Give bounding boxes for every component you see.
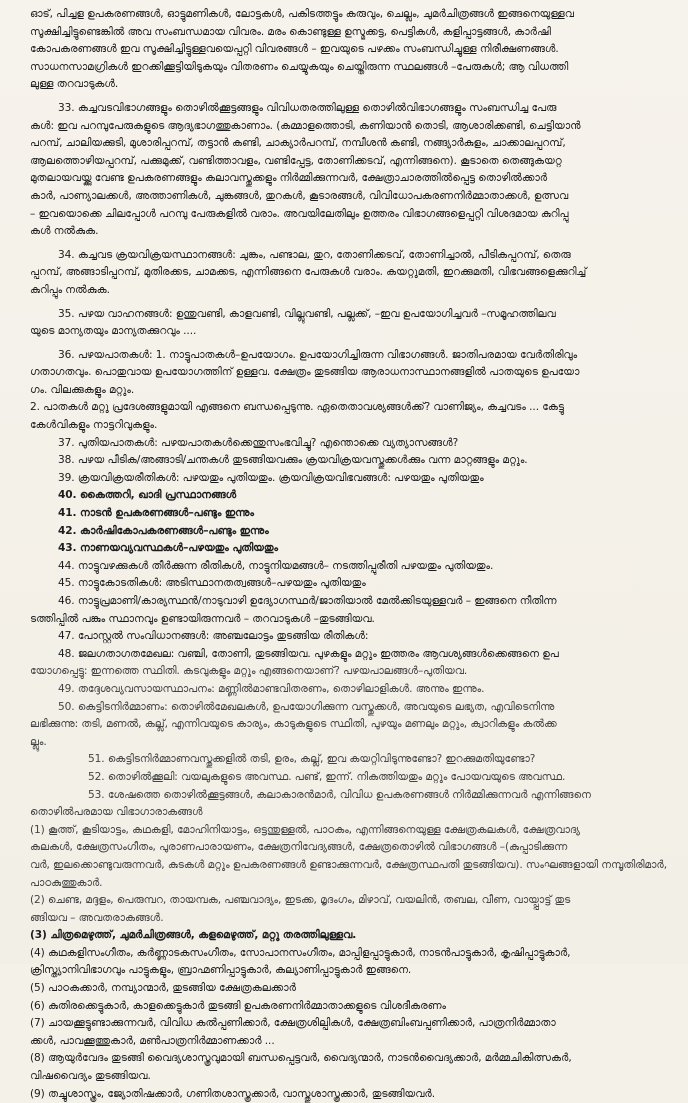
- text-line: കൾ നൽകുക.: [30, 225, 99, 238]
- text-line: (2) ചെണ്ട, മദ്ദളം, പെരുമ്പറ, തായമ്പക, പഞ്ചവാദ്യം, ഇടക്ക, മൃദംഗം, മിഴാവ്, വയലിൻ, തബല, വീണ, വായ്പ്പാട്ട് തുട: [30, 894, 571, 907]
- text-line: (9) തച്ചുശാസ്ത്രം, ജ്യോതിഷക്കാർ, ഗണിതശാസ്ത്രക്കാർ, വാസ്തുശാസ്ത്രക്കാർ, തുടങ്ങിയവർ.: [30, 1087, 435, 1100]
- text-line: കൾ: ഇവ പറമ്പുപേരുകളുടെ ആദ്യഭാഗത്തുകാണാം. (കമ്മാളത്തൊടി, കണിയാൻ തൊടി, ആശാരിക്കണ്ടി, ചെട്ടിയാൻ: [30, 119, 581, 132]
- text-line: 47. പോസ്റ്റൽ സംവിധാനങ്ങൾ: അഞ്ചലോട്ടം തുടങ്ങിയ രീതികൾ:: [58, 630, 369, 643]
- text-line: വിഷവൈദ്യം തുടങ്ങിയവ.: [30, 1070, 151, 1083]
- text-line: സൂക്ഷിച്ചിട്ടുണ്ടെങ്കിൽ അവ സംബന്ധമായ വിവരം. മരം കൊണ്ടുള്ള ഉസ്മക്കട്ട, പെട്ടികൾ, കളിപ്പാട്ടങ്ങൾ, കാർഷി: [30, 25, 551, 38]
- text-line: യോഗപ്പെട്ടു: ഇന്നത്തെ സ്ഥിതി. കടവുകളും മറ്റും എങ്ങനെയാണ്? പഴയപാലങ്ങൾ–പുതിയവ.: [30, 665, 468, 678]
- text-line: ല്ലും.: [30, 735, 47, 748]
- text-line: ഓട്, പിച്ചള ഉപകരണങ്ങൾ, ഓട്ടുമണികൾ, ലോട്ടകൾ, പകിടത്തട്ടും കരുവും, ചെല്ലം, ചുമർചിത്രങ്ങൾ ഇങ്ങനെയുള്ളവ: [30, 8, 574, 20]
- text-line: ഗതാഗതവും. പൊതുവായ ഉപയോഗത്തിന് ഉള്ളവ. ക്ഷേത്രം തുടങ്ങിയ ആരാധനാസ്ഥാനങ്ങളിൽ പാതയുടെ ഉപയോ: [30, 366, 580, 379]
- text-line: 46. നാട്ടുപ്രമാണി/കാര്യസ്ഥൻ/നാടുവാഴി ഉദ്യോഗസ്ഥർ/ജാതിയാൽ മേൽക്കിടയുള്ളവർ – ഇങ്ങനെ നീതിന്ന: [58, 595, 557, 607]
- text-line: ക്കൾ, പാവക്കൂത്തുകാർ, മൺപാത്രനിർമ്മാണക്കാർ ...: [30, 1034, 275, 1047]
- text-line: (1) കൂത്ത്, കൂടിയാട്ടം, കഥകളി, മോഹിനിയാട്ടം, ഒട്ടന്തുള്ളൽ, പാഠകം, എന്നിങ്ങനെയുള്ള ക്ഷേത്രകലകൾ, ക്ഷേത്രവാദ്യ: [30, 823, 580, 836]
- text-line: ക്രിസ്ത്യാനിവിഭാഗവും പാട്ടുകളും, ബ്രാഹ്മണിപ്പാട്ടുകാർ, കല്യാണിപ്പാട്ടുകാർ ഇങ്ങനെ.: [30, 964, 412, 977]
- text-line: 40. കൈത്തറി, ഖാദി പ്രസ്ഥാനങ്ങൾ: [58, 489, 237, 502]
- text-line: പാഠകുത്തുകാർ.: [30, 876, 103, 889]
- text-line: ഗം. വിലക്കുകളും മറ്റും.: [30, 383, 135, 396]
- text-line: കോപകരണങ്ങൾ ഇവ സൂക്ഷിച്ചിട്ടുള്ളവയെപ്പറ്റി വിവരങ്ങൾ – ഇവയുടെ പഴക്കം സംബന്ധിച്ചുള്ള നിരീക്ഷണങ്ങൾ.: [30, 43, 559, 56]
- text-line: യുടെ മാന്യതയും മാന്യതക്കുറവും ....: [30, 325, 197, 338]
- text-line: ങ്ങിയവ – അവതരാകങ്ങൾ.: [30, 911, 164, 924]
- text-line: – ഇവയൊക്കെ ചിലപ്പോൾ പറമ്പു പേരുകളിൽ വരാം. അവയിലേതിലും ഉത്തരം വിഭാഗങ്ങളെപ്പറ്റി വിശദമായ കുറിപ്പു: [30, 207, 569, 220]
- text-line: ടത്തിപ്പിൽ പങ്കും സ്ഥാനവും ഉണ്ടായിരുന്നവർ – തറവാടുകൾ –തുടങ്ങിയവ.: [30, 612, 375, 625]
- text-line: 50. കെട്ടിടനിർമ്മാണം: തൊഴിൽമേഖലകൾ, ഉപയോഗിക്കുന്ന വസ്തുക്കൾ, അവയുടെ ലഭ്യത, എവിടെനിന്നു: [58, 700, 555, 713]
- text-line: ലഭിക്കുന്നു: തടി, മണൽ, കല്ല്, എന്നിവയുടെ കാര്യം, കാടുകളുടെ സ്ഥിതി, പുഴയും മണലും മറ്റും, ക്വാറികളും കൽക്ക: [30, 718, 557, 731]
- text-line: 33. കച്ചവടവിഭാഗങ്ങളും തൊഴിൽക്കൂട്ടങ്ങളും വിവിധതരത്തിലുള്ള തൊഴിൽവിഭാഗങ്ങളും സംബന്ധിച്ച പേരു: [58, 101, 557, 114]
- text-line: 38. പഴയ പീടിക/അങ്ങാടി/ചന്തകൾ തുടങ്ങിയവക്കും ക്രയവിക്രയവസ്തുക്കൾക്കും വന്ന മാറ്റങ്ങളും മറ്റും.: [58, 454, 528, 467]
- text-line: മുതലായവയ്ക്കു വേണ്ട ഉപകരണങ്ങളും കലാവസ്തുക്കളും നിർമ്മിക്കുന്നവർ, ക്ഷേത്രാചാരത്തിൽപ്പെട്ട തൊഴിൽക്കാർ: [30, 172, 548, 185]
- text-line: 41. നാടൻ ഉപകരണങ്ങൾ–പണ്ടും ഇന്നും: [58, 507, 254, 520]
- text-line: കേൾവികളും നാട്ടറിവുകളും.: [30, 419, 158, 432]
- text-line: പ്പറമ്പ്, അങ്ങാടിപ്പറമ്പ്, മുതിരക്കട, ചാമക്കട, എന്നിങ്ങനെ പേരുകൾ വരാം. കയറ്റുമതി, ഇറക്കുമതി, വിഭവങ്ങളെക്കുറിച്ച്: [30, 266, 587, 279]
- text-line: ആലത്തൊഴിയപ്പറമ്പ്, പക്കുമുക്ക്, വണ്ടിത്താവളം, വണ്ടിപ്പേട്ട, തോണിക്കടവ്, എന്നിങ്ങനെ). കൂടാതെ തെങ്ങുകയറ്റ: [30, 154, 562, 167]
- text-line: ലുള്ള തറവാടുകൾ.: [30, 78, 119, 91]
- text-line: 42. കാർഷികോപകരണങ്ങൾ–പണ്ടും ഇന്നും: [58, 524, 269, 537]
- text-line: 48. ജലഗതാഗതമേഖല: വഞ്ചി, തോണി, തുടങ്ങിയവ. പുഴകളും മറ്റും ഇത്തരം ആവശ്യങ്ങൾക്കെങ്ങനെ ഉപ: [58, 647, 559, 660]
- text-line: വർ, ഇലക്കൊണ്ടുവരുന്നവർ, കുടകൾ മറ്റും ഉപകരണങ്ങൾ ഉണ്ടാക്കുന്നവർ, ക്ഷേത്രസ്ഥപതി തുടങ്ങിയവ). സംഘങ്ങളായി നമ്പൂതിരിമാർ,: [30, 858, 667, 871]
- text-line: സാധനസാമഗ്രികൾ ഇറക്കിക്കൂട്ടിയിടുകയും വിതരണം ചെയ്യുകയും ചെയ്തിരുന്ന സ്ഥലങ്ങൾ –പേരുകൾ; ആ വിധത്തി: [30, 60, 569, 73]
- text-line: (7) ചായക്കൂട്ടുണ്ടാക്കുന്നവർ, വിവിധ കൽപ്പണിക്കാർ, ക്ഷേത്രശില്പികൾ, ക്ഷേത്രബിംബപ്പണിക്കാർ, പാത്രനിർമ്മാതാ: [30, 1017, 556, 1030]
- text-line: (5) പാഠകക്കാർ, നമ്പ്യാന്മാർ, തുടങ്ങിയ ക്ഷേത്രകലക്കാർ: [30, 982, 296, 995]
- text-line: 53. ശേഷത്തെ തൊഴിൽക്കൂട്ടങ്ങൾ, കലാകാരൻമാർ, വിവിധ ഉപകരണങ്ങൾ നിർമ്മിക്കുന്നവർ എന്നിങ്ങനെ: [88, 788, 591, 801]
- text-line: 35. പഴയ വാഹനങ്ങൾ: ഉന്തുവണ്ടി, കാളവണ്ടി, വില്ലുവണ്ടി, പല്ലക്ക്, –ഇവ ഉപയോഗിച്ചവർ –സമൂഹത്തിലവ: [58, 307, 556, 320]
- text-line: 52. തൊഴിൽക്കൂലി: വയലുകളുടെ അവസ്ഥ. പണ്ട്, ഇന്ന്. നികത്തിയതും മറ്റും പോയവയുടെ അവസ്ഥ.: [88, 770, 566, 783]
- text-line: കാർ, പാണ്യാലക്കൾ, അത്താണികൾ, ചുങ്കങ്ങൾ, തുറകൾ, കൂടാരങ്ങൾ, വിവിധോപകരണനിർമ്മാതാക്കൾ, ഉത്സവ: [30, 189, 569, 202]
- text-line: 34. കച്ചവട ക്രയവിക്രയസ്ഥാനങ്ങൾ: ചുങ്കം, പണ്ടാല, തുറ, തോണിക്കടവ്, തോണിച്ചാൽ, പീടികപ്പറമ്പ്, തെരു: [58, 248, 571, 261]
- text-line: (8) ആയുർവേദം തുടങ്ങി വൈദ്യശാസ്ത്രവുമായി ബന്ധപ്പെട്ടവർ, വൈദ്യന്മാർ, നാടൻവൈദ്യക്കാർ, മർമ്മചികിത്സകർ,: [30, 1052, 572, 1065]
- text-line: 44. നാട്ടുവഴക്കുകൾ തീർക്കുന്ന രീതികൾ, നാട്ടുനിയമങ്ങൾ– നടത്തിപ്പുരീതി പഴയതും പുതിയതും.: [58, 559, 494, 572]
- text-line: (6) കുതിരക്കെട്ടുകാർ, കാളക്കെട്ടുകാർ തുടങ്ങി ഉപകരണനിർമ്മാതാക്കളുടെ വിശദീകരണം: [30, 999, 446, 1012]
- text-line: 49. തദ്ദേശവ്യവസായസ്ഥാപനം: മണ്ണിൽമാണ്ടവിതരണം, തൊഴിലാളികൾ. അന്നും ഇന്നും.: [58, 682, 485, 695]
- text-line: 2. പാതകൾ മറ്റു പ്രദേശങ്ങളുമായി എങ്ങനെ ബന്ധപ്പെടുന്നു. ഏതെതാവശ്യങ്ങൾക്ക്? വാണിജ്യം, കച്ചവടം ... കേട്ടു: [30, 401, 565, 414]
- text-line: (4) കഥകളിസംഗീതം, കർണ്ണാടകസംഗീതം, സോപാനസംഗീതം, മാപ്പിളപ്പാട്ടുകാർ, നാടൻപാട്ടുകാർ, കൃഷിപ്പാട്ടുകാർ,: [30, 946, 571, 959]
- text-line: 51. കെട്ടിടനിർമ്മാണവസ്തുക്കളിൽ തടി, ഉരം, കല്ല്, ഇവ കയറ്റിവിടുന്നുണ്ടോ? ഇറക്കുമതിയുണ്ടോ?: [88, 753, 536, 766]
- text-line: കലകൾ, ക്ഷേത്രസംഗീതം, പുരാണപാരായണം, ക്ഷേത്രനിവേദ്യങ്ങൾ, ക്ഷേത്രതൊഴിൽ വിഭാഗങ്ങൾ –(കുപ്പാടിക്കുന്ന: [30, 841, 568, 854]
- text-line: 36. പഴയപാതകൾ: 1. നാട്ടുപാതകൾ–ഉപയോഗം. ഉപയോഗിച്ചിരുന്ന വിഭാഗങ്ങൾ. ജാതിപരമായ വേർതിരിവും: [58, 348, 578, 361]
- text-line: കുറിപ്പും നൽകുക.: [30, 283, 110, 296]
- text-line: തൊഴിൽപരമായ വിഭാഗാരാകങ്ങൾ: [30, 806, 203, 819]
- text-line: 37. പുതിയപാതകൾ: പഴയപാതകൾക്കെന്തുസംഭവിച്ചു? എന്തൊക്കെ വ്യത്യാസങ്ങൾ?: [58, 436, 459, 449]
- text-line: (3) ചിത്രമെഴുത്ത്, ചുമർചിത്രങ്ങൾ, കളമെഴുത്ത്, മറ്റു തരത്തിലുള്ളവ.: [30, 929, 357, 942]
- text-line: പറമ്പ്, ചാലിയക്കുടി, മുശാരിപ്പറമ്പ്, തട്ടാൻ കണ്ടി, ചാക്യാർപറമ്പ്, നമ്പീശൻ കണ്ടി, നങ്ങ്യാർകുളം, ചാക്കാലപ്പറമ്പ്,: [30, 137, 566, 150]
- text-line: 39. ക്രയവിക്രയരീതികൾ: പഴയതും പുതിയതും. ക്രയവിക്രയവിഭവങ്ങൾ: പഴയതും പുതിയതും: [58, 471, 484, 484]
- text-line: 43. നാണയവ്യവസ്ഥകൾ–പഴയതും പുതിയതും: [58, 542, 278, 555]
- text-line: 45. നാട്ടുകോടതികൾ: അടിസ്ഥാനതത്വങ്ങൾ–പഴയതും പുതിയതും: [58, 577, 366, 590]
